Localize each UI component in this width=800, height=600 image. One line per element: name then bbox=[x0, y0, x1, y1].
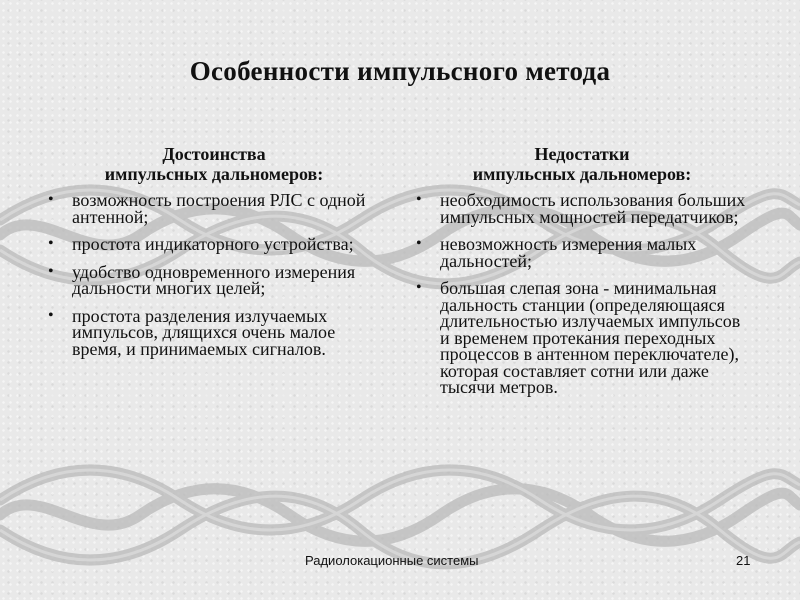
list-item bbox=[44, 305, 384, 359]
bullet-icon: • bbox=[48, 191, 54, 208]
list-item bbox=[412, 236, 752, 269]
bullet-icon: • bbox=[416, 191, 422, 208]
advantages-list bbox=[44, 192, 384, 357]
list-item bbox=[412, 280, 752, 396]
list-item bbox=[44, 236, 384, 253]
list-item-text: невозможность измерения малых дальностей; bbox=[440, 234, 697, 271]
advantages-heading-line1: Достоинства bbox=[162, 144, 266, 164]
footer-text: Радиолокационные системы bbox=[305, 553, 479, 568]
bullet-icon: • bbox=[48, 262, 54, 280]
bullet-icon: • bbox=[416, 279, 422, 296]
list-item-text: простота разделения излучаемых импульсов, длящихся очень малое время, и принимаемых сигналов. bbox=[72, 305, 336, 359]
bullet-icon: • bbox=[48, 235, 54, 252]
list-item-text: простота индикаторного устройства; bbox=[72, 234, 354, 254]
list-item bbox=[412, 192, 752, 225]
list-item-text: большая слепая зона - минимальная дальность станции (определяющаяся длительностью излучаемых импульсов и временем протекания переходных процессов в антенном переключателе), которая составляет сотни или даже тысячи метров. bbox=[440, 278, 741, 397]
disadvantages-heading-line2: импульсных дальномеров: bbox=[472, 164, 692, 184]
list-item-text: удобство одновременного измерения дальности многих целей; bbox=[72, 261, 356, 298]
bullet-icon: • bbox=[48, 306, 54, 324]
advantages-heading-line2: импульсных дальномеров: bbox=[104, 164, 324, 184]
disadvantages-list bbox=[412, 192, 752, 396]
advantages-heading bbox=[44, 144, 384, 184]
disadvantages-heading bbox=[412, 144, 752, 184]
list-item-text: возможность построения РЛС с одной антенной; bbox=[72, 190, 366, 227]
advantages-column bbox=[44, 144, 384, 368]
bullet-icon: • bbox=[416, 235, 422, 252]
disadvantages-column bbox=[412, 144, 752, 407]
page-number: 21 bbox=[736, 553, 751, 568]
slide-title: Особенности импульсного метода bbox=[189, 56, 611, 86]
list-item bbox=[44, 192, 384, 225]
list-item-text: необходимость использования больших импульсных мощностей передатчиков; bbox=[440, 190, 746, 227]
list-item bbox=[44, 261, 384, 298]
disadvantages-heading-line1: Недостатки bbox=[534, 144, 630, 164]
